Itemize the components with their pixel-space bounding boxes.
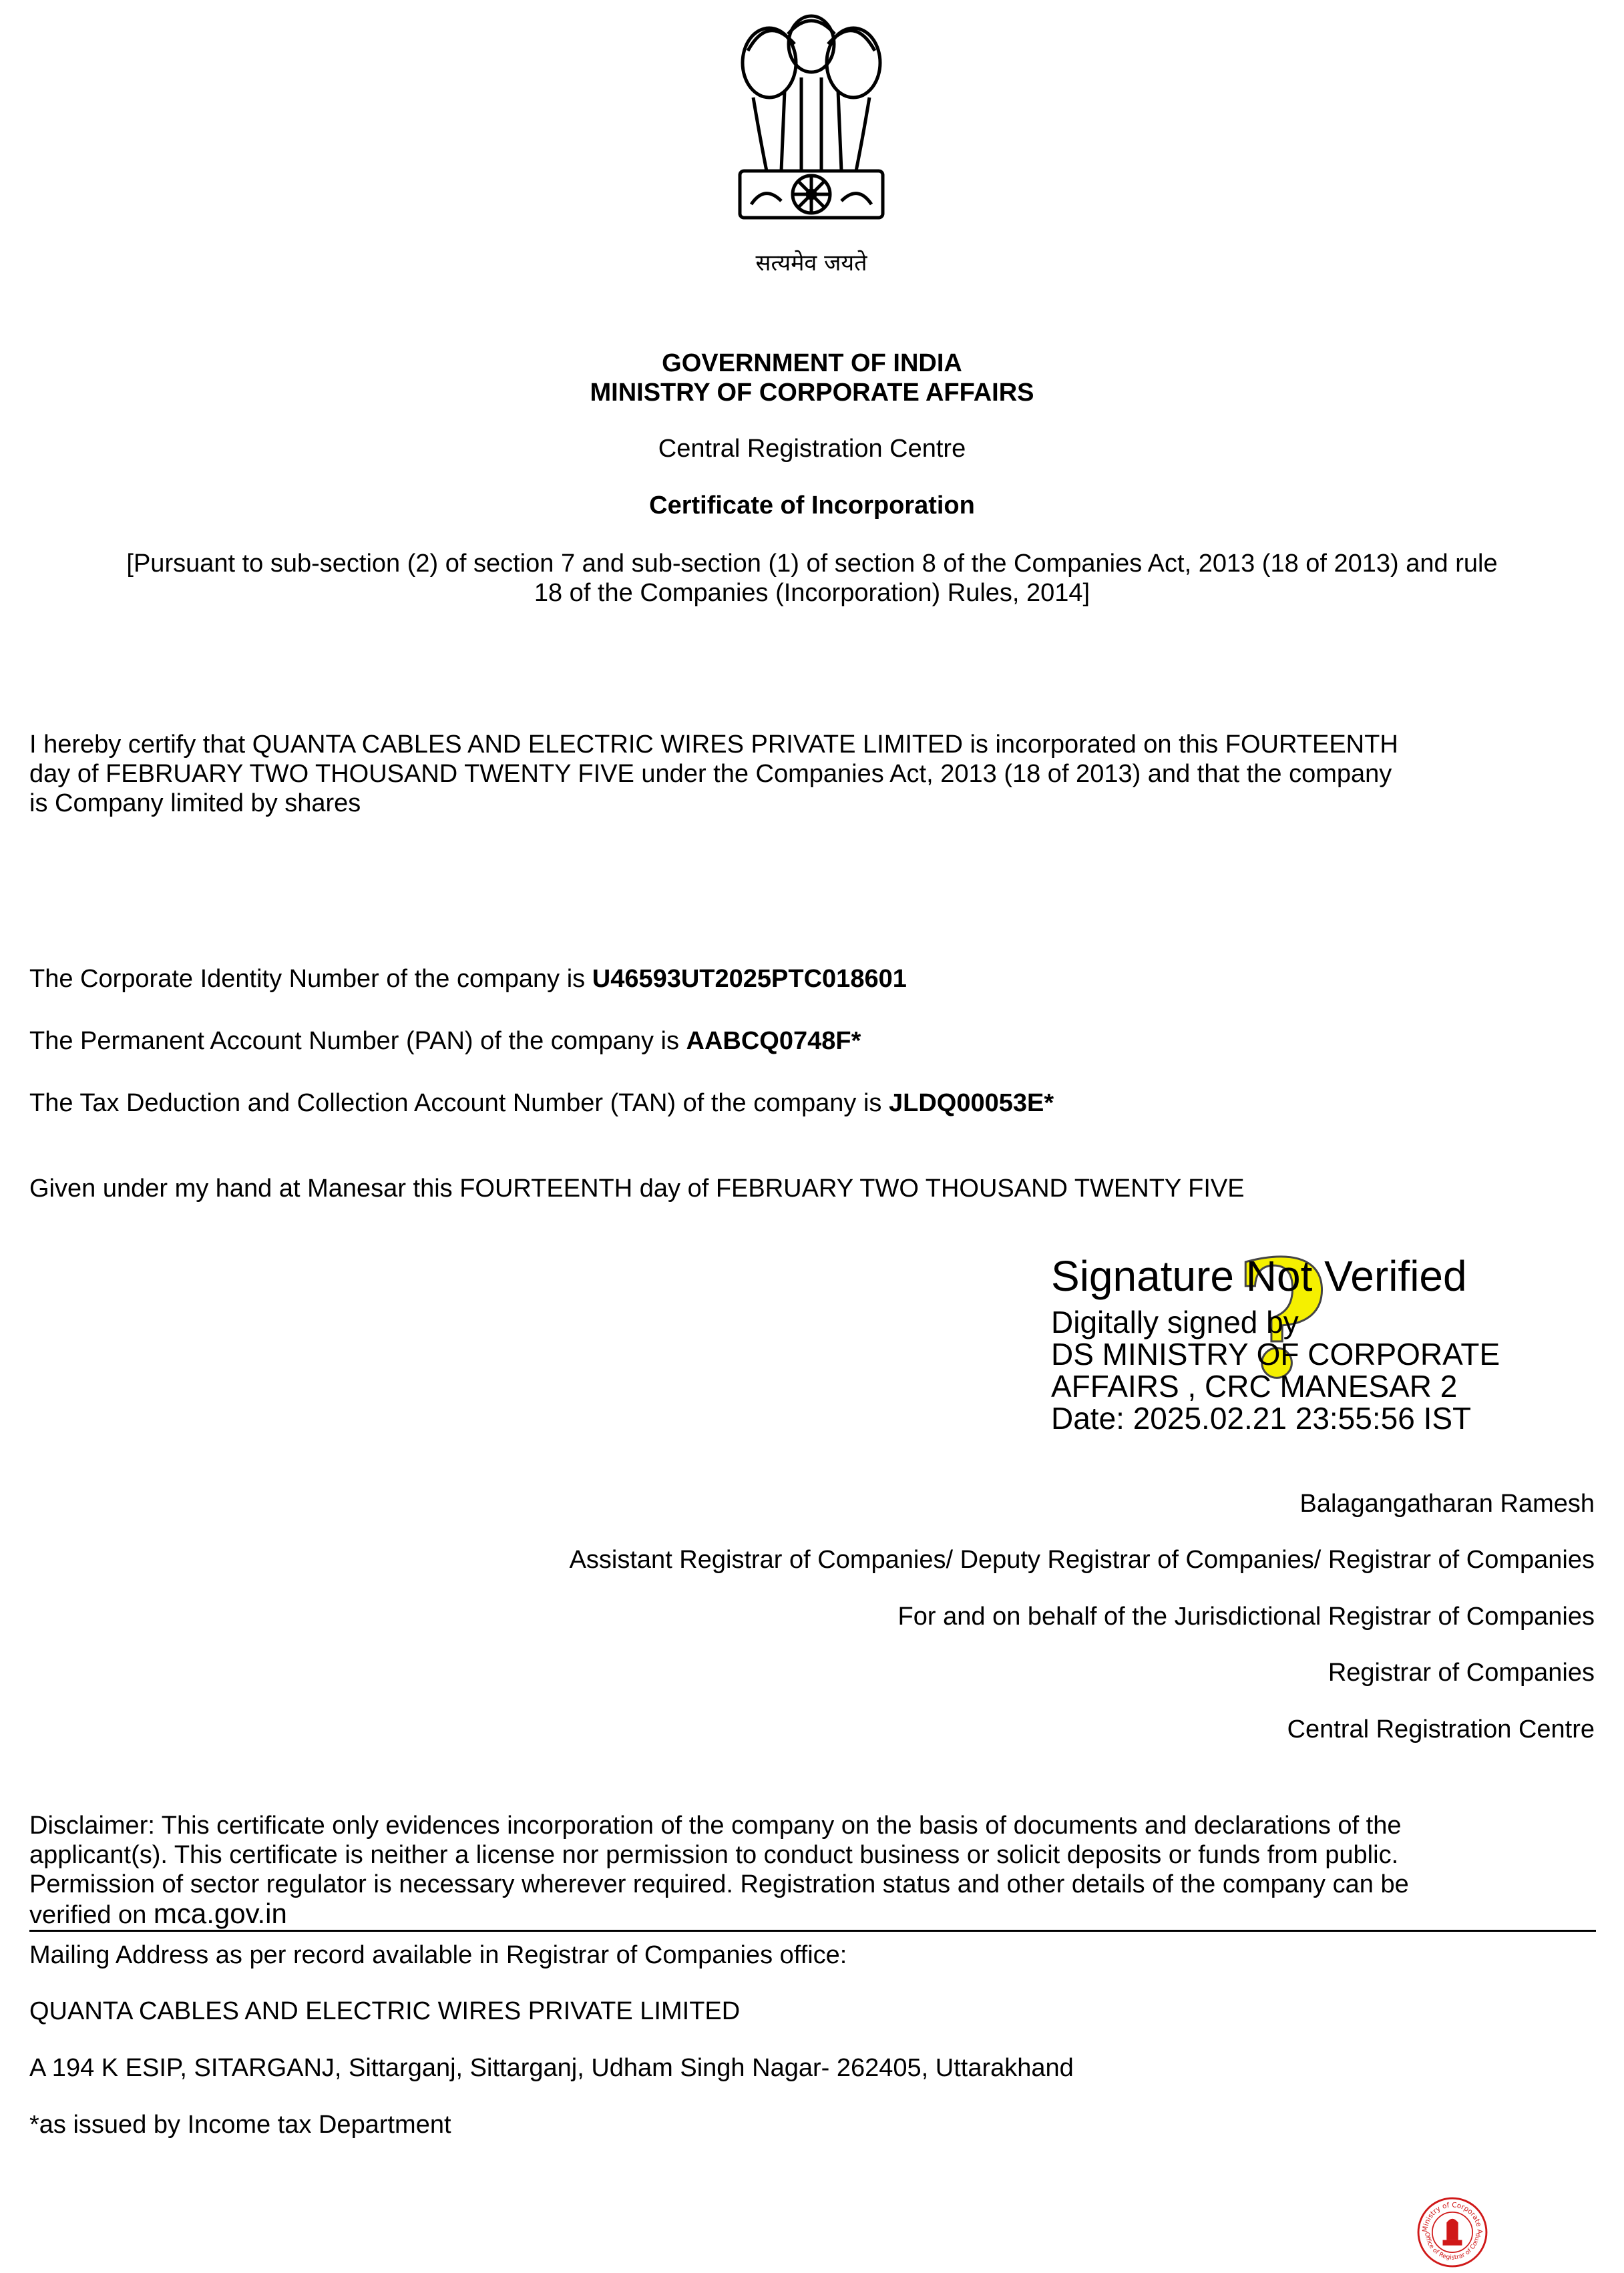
signatory-designation: Assistant Registrar of Companies/ Deputy Registrar of Companies/ Registrar of Companies (569, 1546, 1595, 1574)
cin-label: The Corporate Identity Number of the company is (29, 965, 592, 993)
divider (29, 1930, 1596, 1932)
mailing-address: A 194 K ESIP, SITARGANJ, Sittarganj, Sittarganj, Udham Singh Nagar- 262405, Uttarakhand (29, 2054, 1074, 2082)
digital-signature (1051, 1253, 1532, 1434)
certify-line-1: I hereby certify that QUANTA CABLES AND ELECTRIC WIRES PRIVATE LIMITED is incorporated on this FOURTEENTH (29, 731, 1398, 759)
svg-text:Office of Registrar of Compani: Office of Registrar of Comp (1423, 2232, 1482, 2262)
pan-line (29, 1026, 1592, 1056)
pan-value: AABCQ0748F* (686, 1027, 861, 1055)
national-emblem-icon (721, 4, 901, 231)
disclaimer-verified-prefix: verified on (29, 1901, 154, 1929)
signatory-role: Registrar of Companies (1328, 1659, 1595, 1687)
signature-status: Signature Not Verified (1051, 1252, 1467, 1300)
pan-label: The Permanent Account Number (PAN) of the company is (29, 1027, 686, 1055)
signature-line-2: DS MINISTRY OF CORPORATE (1051, 1337, 1500, 1372)
disclaimer-line-4 (29, 1899, 1592, 1930)
disclaimer-line-2: applicant(s). This certificate is neither a license nor permission to conduct business or solicit deposits or funds from public. (29, 1841, 1399, 1869)
ministry-seal-icon (1389, 2196, 1516, 2269)
pursuant-line-1: [Pursuant to sub-section (2) of section 7 and sub-section (1) of section 8 of the Companies Act, 2013 (18 of 2013) and rule (126, 550, 1498, 578)
cin-line (29, 964, 1592, 994)
mca-link[interactable]: mca.gov.in (153, 1898, 287, 1929)
pan-tan-footnote: *as issued by Income tax Department (29, 2111, 451, 2139)
pursuant-line-2: 18 of the Companies (Incorporation) Rules, 2014] (534, 579, 1090, 607)
signatory-centre: Central Registration Centre (1287, 1715, 1595, 1743)
signature-date: Date: 2025.02.21 23:55:56 IST (1051, 1401, 1472, 1436)
mailing-company: QUANTA CABLES AND ELECTRIC WIRES PRIVATE LIMITED (29, 1997, 741, 2025)
disclaimer-line-3: Permission of sector regulator is necessary wherever required. Registration status and other details of the company can be (29, 1870, 1409, 1898)
given-under-hand: Given under my hand at Manesar this FOURTEENTH day of FEBRUARY TWO THOUSAND TWENTY FIVE (29, 1175, 1245, 1203)
certify-line-3: is Company limited by shares (29, 789, 361, 817)
mailing-heading: Mailing Address as per record available in Registrar of Companies office: (29, 1941, 847, 1969)
signatory-name: Balagangatharan Ramesh (1299, 1490, 1595, 1518)
tan-value: JLDQ00053E* (889, 1089, 1054, 1117)
page-title: Certificate of Incorporation (649, 491, 975, 520)
tan-line (29, 1088, 1592, 1118)
government-heading: GOVERNMENT OF INDIA (662, 349, 962, 377)
certify-line-2: day of FEBRUARY TWO THOUSAND TWENTY FIVE under the Companies Act, 2013 (18 of 2013) and that the company (29, 760, 1392, 788)
national-emblem (721, 4, 901, 276)
ministry-seal (1389, 2196, 1516, 2269)
centre-heading: Central Registration Centre (658, 435, 966, 463)
tan-label: The Tax Deduction and Collection Account Number (TAN) of the company is (29, 1089, 889, 1117)
svg-text:Ministry of Corporate Affairs: Ministry of Corporate A (1421, 2201, 1484, 2234)
ministry-heading: MINISTRY OF CORPORATE AFFAIRS (590, 379, 1034, 407)
svg-text:?: ? (1235, 1242, 1330, 1389)
signature-line-3: AFFAIRS , CRC MANESAR 2 (1051, 1369, 1458, 1404)
cin-value: U46593UT2025PTC018601 (592, 965, 907, 993)
emblem-motto: सत्यमेव जयते (755, 250, 867, 276)
signatory-behalf: For and on behalf of the Jurisdictional Registrar of Companies (897, 1603, 1595, 1631)
disclaimer-line-1: Disclaimer: This certificate only evidences incorporation of the company on the basis of documents and declarations of the (29, 1812, 1402, 1840)
signature-line-1: Digitally signed by (1051, 1305, 1299, 1339)
